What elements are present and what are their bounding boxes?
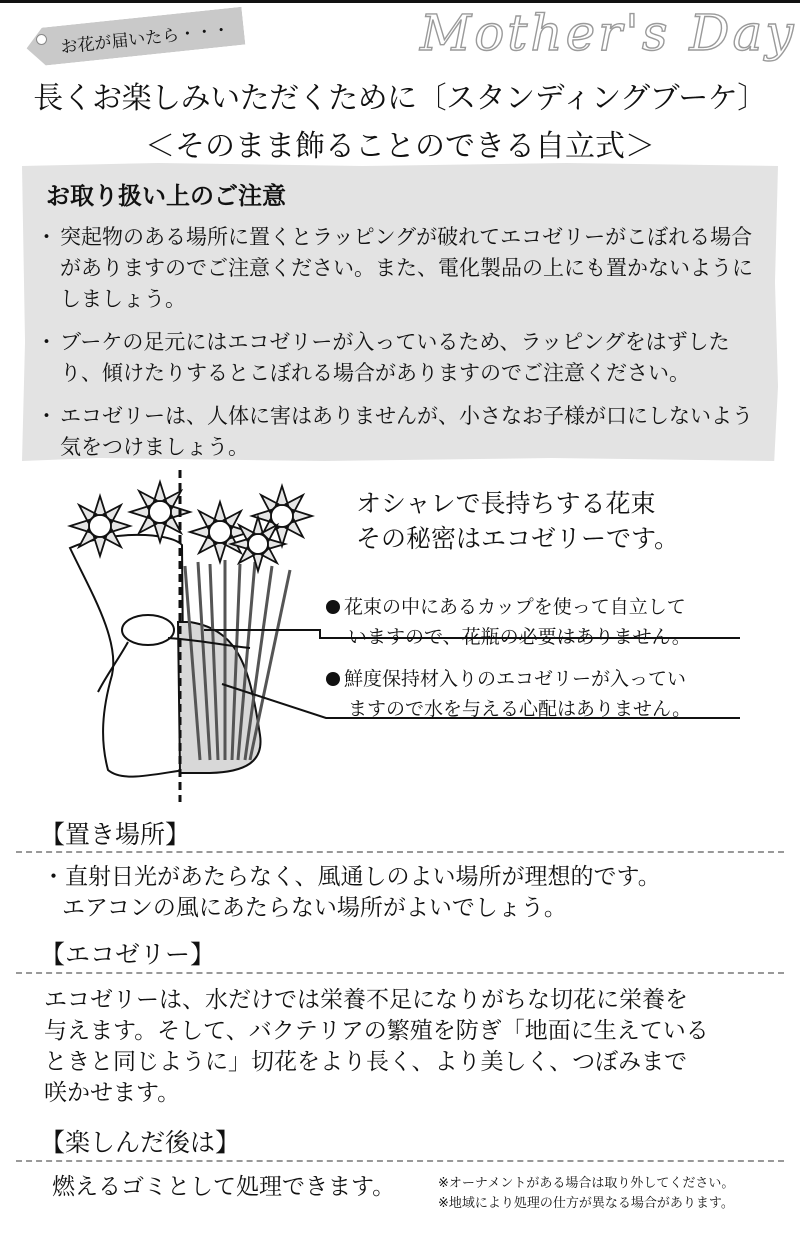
caution-title: お取り扱い上のご注意 xyxy=(46,182,286,210)
ecojelly-line-2: 与えます。そして、バクテリアの繁殖を防ぎ「地面に生えている xyxy=(44,1018,709,1044)
brand-script: Mother's Day xyxy=(420,4,797,62)
note-2-line-2: ますので水を与える心配はありません。 xyxy=(348,698,692,720)
tag-text: お花が届いたら・・・ xyxy=(59,20,231,58)
top-border xyxy=(0,0,800,3)
ecojelly-line-3: ときと同じように」切花をより長く、より美しく、つぼみまで xyxy=(44,1049,688,1075)
subheadline: ＜そのまま飾ることのできる自立式＞ xyxy=(145,129,655,164)
bullet-dot-icon xyxy=(326,600,340,614)
section-divider xyxy=(16,1160,784,1162)
note-1-line-1: 花束の中にあるカップを使って自立して xyxy=(326,592,686,619)
after-text: 燃えるゴミとして処理できます。 xyxy=(52,1174,396,1200)
placement-line-1: ・直射日光があたらなく、風通しのよい場所が理想的です。 xyxy=(42,864,661,890)
caution-item: ・ ブーケの足元にはエコゼリーが入っているため、ラッピングをはずしたり、傾けたりするとこぼれる場合がありますのでご注意ください。 xyxy=(40,327,770,389)
wrapping-paper xyxy=(70,535,184,777)
ecojelly-title: 【エコゼリー】 xyxy=(40,940,216,969)
caution-item: ・ エコゼリーは、人体に害はありませんが、小さなお子様が口にしないよう気をつけましょう。 xyxy=(40,401,770,463)
section-divider xyxy=(16,972,784,974)
bullet-icon: ・ xyxy=(42,864,65,890)
caution-item: ・ 突起物のある場所に置くとラッピングが破れてエコゼリーがこぼれる場合がありますのでご注意ください。また、電化製品の上にも置かないようにしましょう。 xyxy=(40,222,770,315)
bullet-dot-icon xyxy=(326,672,340,686)
after-note-2: ※地域により処理の仕方が異なる場合があります。 xyxy=(438,1196,734,1211)
ecojelly-line-1: エコゼリーは、水だけでは栄養不足になりがちな切花に栄養を xyxy=(44,987,688,1013)
after-note-1: ※オーナメントがある場合は取り外してください。 xyxy=(438,1176,735,1191)
note-2-line-1: 鮮度保持材入りのエコゼリーが入ってい xyxy=(326,664,686,691)
after-title: 【楽しんだ後は】 xyxy=(40,1128,241,1157)
placement-title: 【置き場所】 xyxy=(40,820,191,849)
ecojelly-line-4: 咲かせます。 xyxy=(44,1080,181,1106)
section-divider xyxy=(16,851,784,853)
caution-list xyxy=(40,222,770,475)
note-1-line-2: いますので、花瓶の必要はありません。 xyxy=(348,626,691,648)
secret-line-1: オシャレで長持ちする花束 xyxy=(356,489,656,518)
secret-line-2: その秘密はエコゼリーです。 xyxy=(356,524,680,553)
tag-hole-icon xyxy=(36,34,47,45)
placement-line-2: エアコンの風にあたらない場所がよいでしょう。 xyxy=(62,895,567,921)
headline: 長くお楽しみいただくために〔スタンディングブーケ〕 xyxy=(33,81,767,116)
